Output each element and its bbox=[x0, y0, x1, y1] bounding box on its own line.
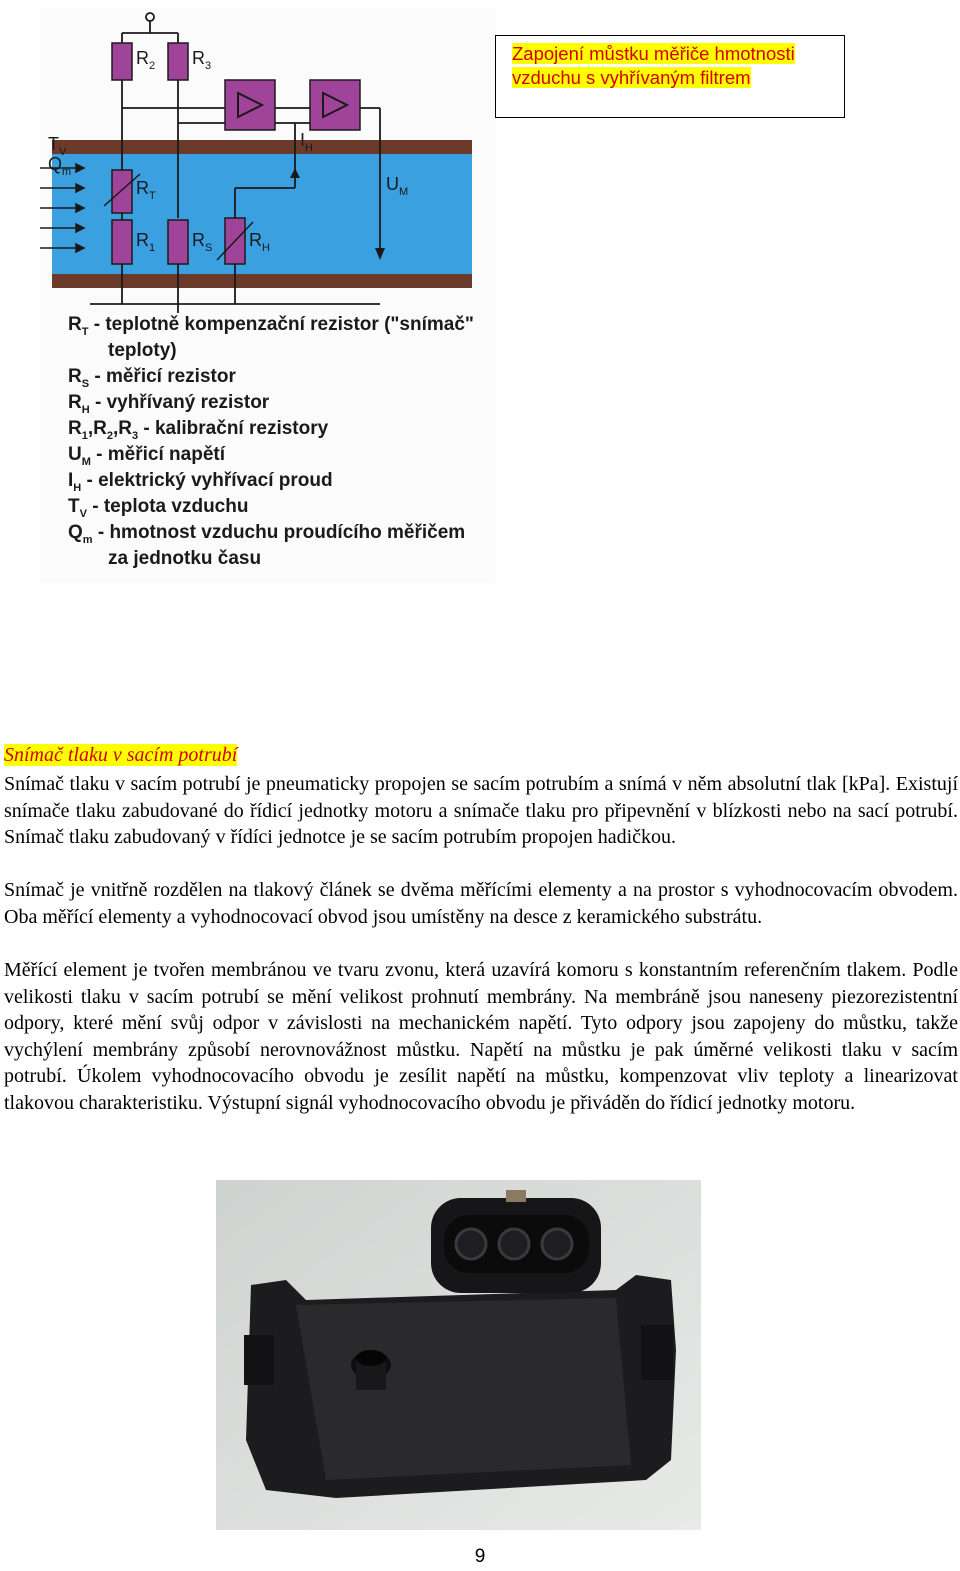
mass-airflow-bridge-diagram bbox=[40, 8, 495, 583]
legend-ih: $I_H$ - elektrický vyhřívací proud bbox=[68, 470, 333, 494]
label-rt: $R_T$ bbox=[136, 178, 156, 202]
legend-um: $U_M$ - měřicí napětí bbox=[68, 444, 226, 468]
duct-top-wall bbox=[52, 140, 472, 154]
legend-qm: $Q_m$ - hmotnost vzduchu proudícího měřičem bbox=[68, 522, 466, 546]
amplifier-1 bbox=[225, 80, 275, 130]
paragraph-2: Snímač je vnitřně rozdělen na tlakový článek se dvěma měřícími elementy a na prostor s vyhodnocovacím obvodem. Oba měřící elementy a vyhodnocovací obvod jsou umístěny na desce z keramického substrátu. bbox=[4, 879, 958, 928]
legend-qm-cont: za jednotku času bbox=[108, 548, 262, 569]
label-qm: $Q_m$ bbox=[48, 154, 72, 178]
label-r2: $R_2$ bbox=[136, 48, 156, 72]
legend-calibration: $R_1,R_2,R_3$ - kalibrační rezistory bbox=[68, 418, 329, 442]
legend-rt-cont: teploty) bbox=[108, 340, 177, 361]
label-um: $U_M$ bbox=[386, 174, 409, 198]
mount-tab-left bbox=[244, 1335, 274, 1385]
legend-tv: $T_V$ - teplota vzduchu bbox=[68, 496, 249, 520]
label-r1: $R_1$ bbox=[136, 230, 156, 254]
connector-pin-3 bbox=[542, 1229, 572, 1259]
page-number: 9 bbox=[474, 1546, 486, 1567]
legend-rs: $R_S$ - měřicí rezistor bbox=[68, 366, 236, 390]
connector-pin-1 bbox=[456, 1229, 486, 1259]
label-r3: $R_3$ bbox=[192, 48, 212, 72]
connector-latch bbox=[506, 1190, 526, 1202]
mount-tab-right bbox=[641, 1325, 673, 1380]
resistor-rt bbox=[112, 170, 132, 213]
label-tv: $T_V$ bbox=[48, 134, 67, 158]
paragraph-1: Snímač tlaku v sacím potrubí je pneumaticky propojen se sacím potrubím a snímá v něm absolutní tlak [kPa]. Existují snímače tlaku zabudované do řídicí jednotky motoru a snímače tlaku pro připevnění v blízkosti nebo na sací potrubí. Snímač tlaku zabudovaný v řídíci jednotce je se sacím potrubím propojen hadičkou. bbox=[4, 773, 958, 849]
map-sensor-photo bbox=[216, 1180, 701, 1530]
label-rh: $R_H$ bbox=[249, 230, 270, 254]
diagram-caption-box bbox=[495, 35, 845, 118]
resistor-rs bbox=[168, 220, 188, 264]
diagram-caption-text: Zapojení můstku měřiče hmotnosti vzduchu s vyhřívaným filtrem bbox=[512, 43, 795, 88]
sensor-top-plate bbox=[296, 1298, 631, 1480]
legend-rh: $R_H$ - vyhřívaný rezistor bbox=[68, 392, 270, 416]
resistor-r2 bbox=[112, 43, 132, 80]
section-heading bbox=[4, 742, 237, 768]
amplifier-2 bbox=[310, 80, 360, 130]
duct-bottom-wall bbox=[52, 274, 472, 288]
vacuum-port-opening bbox=[356, 1350, 386, 1366]
connector-pin-2 bbox=[499, 1229, 529, 1259]
resistor-r1 bbox=[112, 220, 132, 264]
resistor-r3 bbox=[168, 43, 188, 80]
paragraph-3: Měřící element je tvořen membránou ve tvaru zvonu, která uzavírá komoru s konstantním referenčním tlakem. Podle velikosti tlaku v sacím potrubí se mění velikost prohnutí membrány. Na membráně jsou naneseny piezorezistentní odpory, které mění svůj odpor v závislosti na mechanickém napětí. Tyto odpory jsou zapojeny do můstku, takže vychýlení membrány způsobí nerovnovážnost můstku. Napětí na můstku je pak úměrné velikosti tlaku v sacím potrubí. Úkolem vyhodnocovacího obvodu je zesílit napětí na můstku, kompenzovat vliv teploty a linearizovat tlakovou charakteristiku. Výstupní signál vyhodnocovacího obvodu je přiváděn do řídicí jednotky motoru. bbox=[4, 959, 958, 1114]
label-ih: $I_H$ bbox=[300, 130, 313, 154]
legend-rt: $R_T$ - teplotně kompenzační rezistor ("snímač" bbox=[68, 314, 474, 338]
section-heading-text: Snímač tlaku v sacím potrubí bbox=[4, 744, 238, 766]
label-rs: $R_S$ bbox=[192, 230, 213, 254]
supply-terminal bbox=[146, 13, 154, 21]
